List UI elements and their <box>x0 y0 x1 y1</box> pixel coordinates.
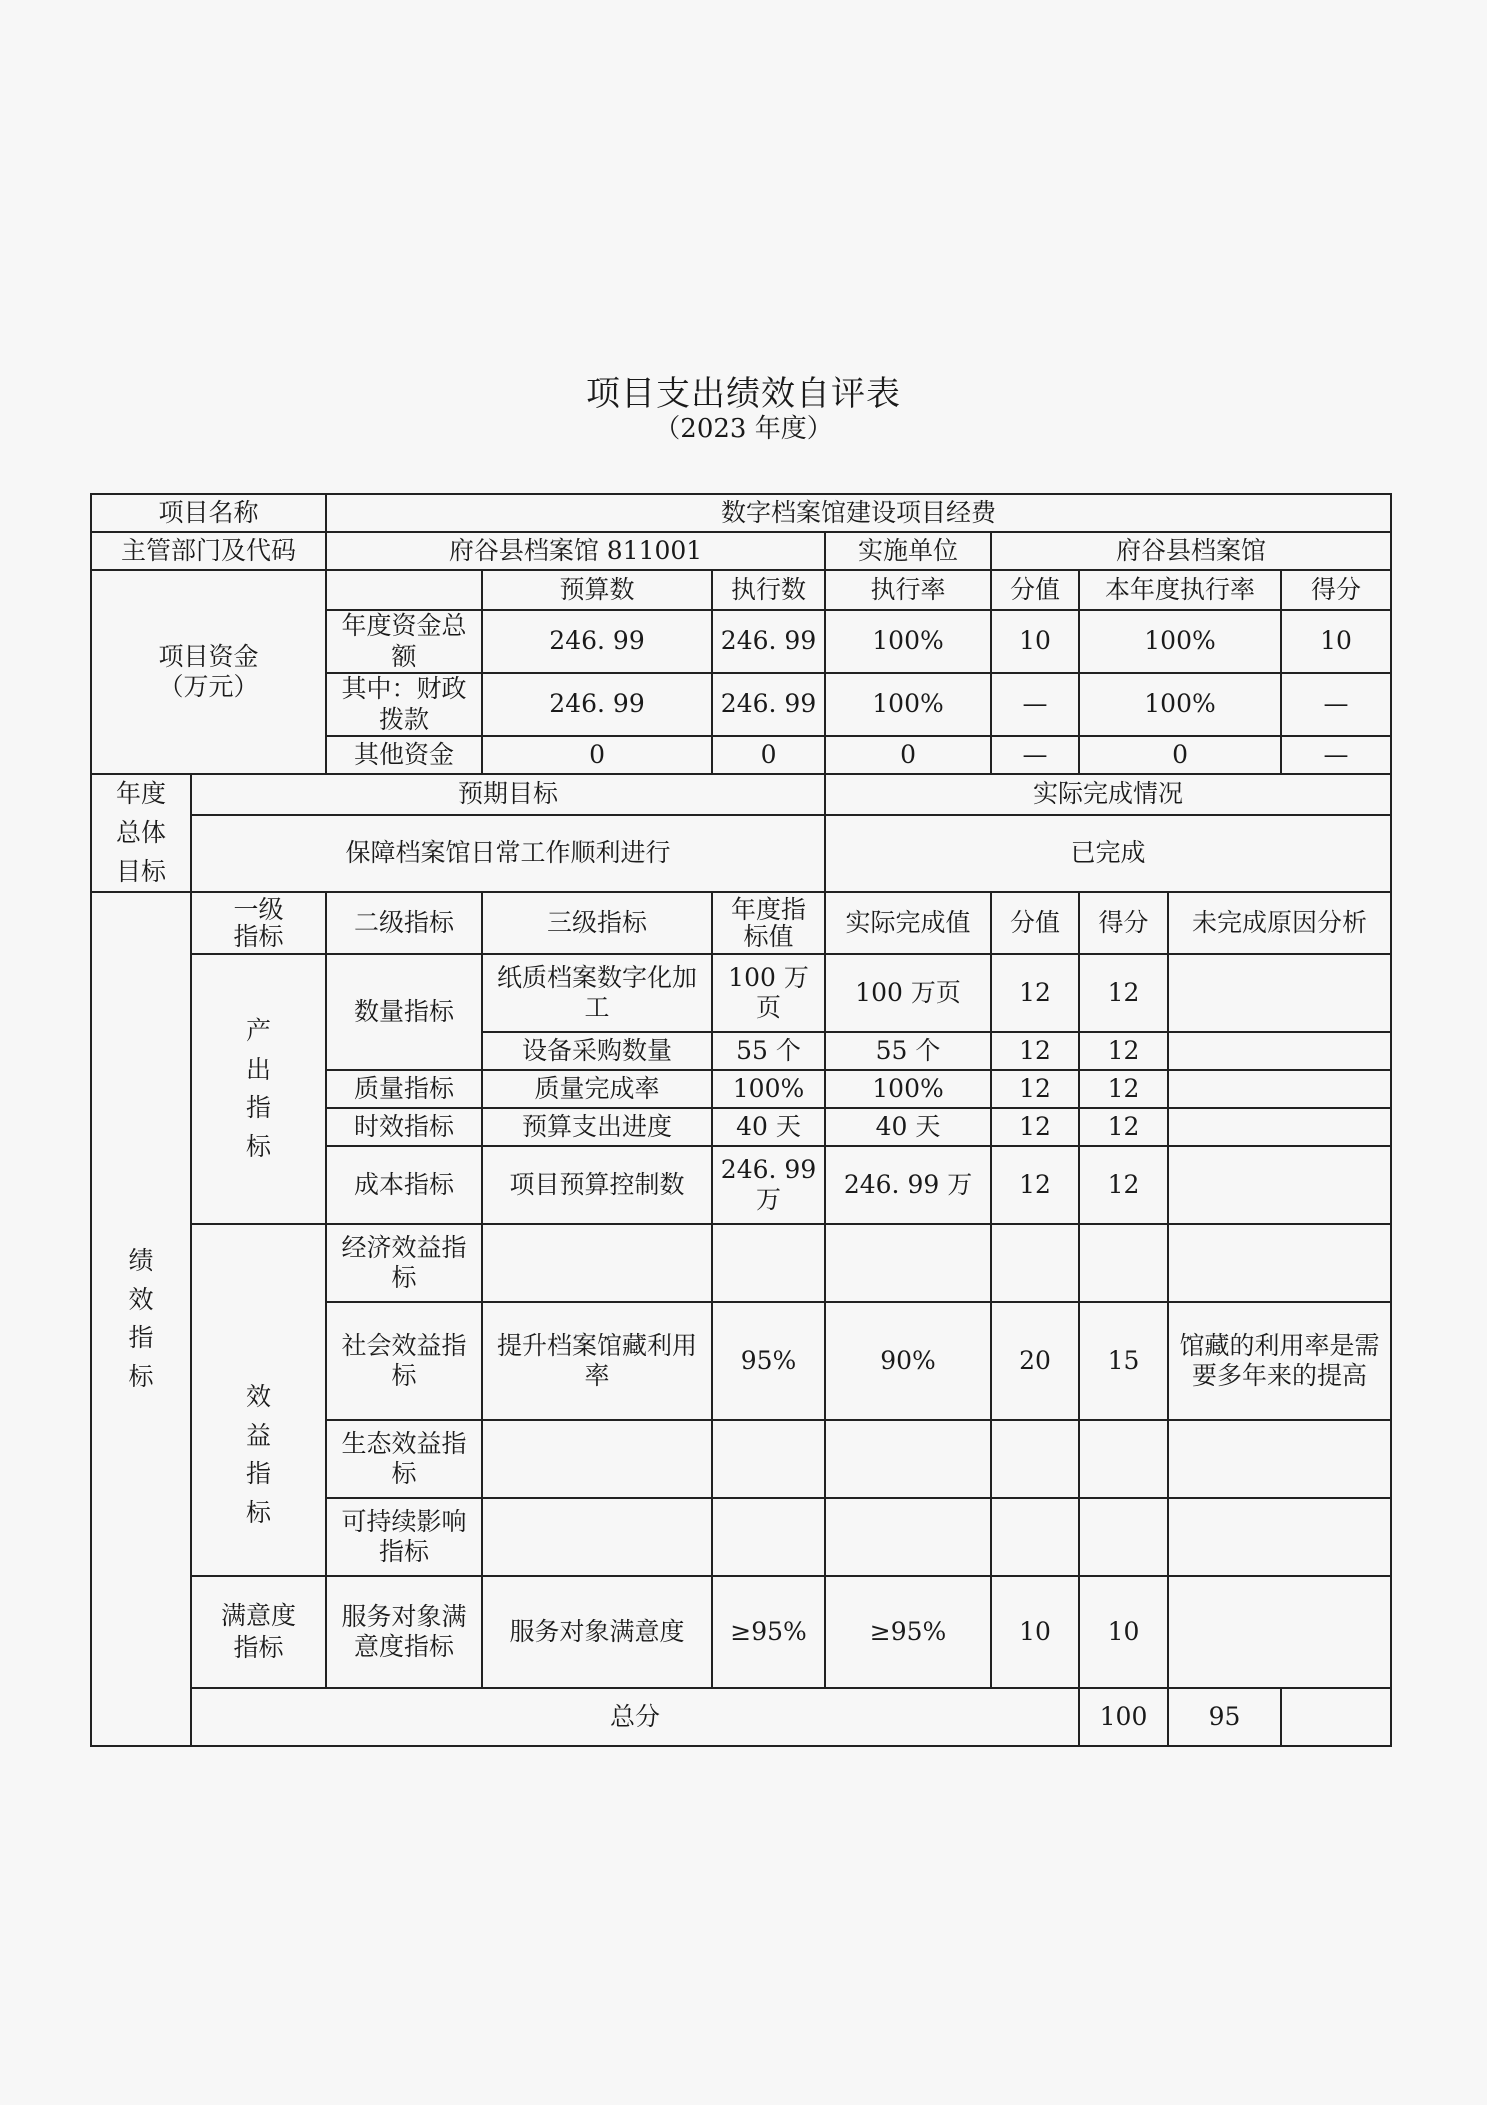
expected-goal-value: 保障档案馆日常工作顺利进行 <box>191 815 825 892</box>
indicator-score: 12 <box>1079 1108 1168 1146</box>
funds-row-budget: 246. 99 <box>482 673 712 736</box>
indicator-target <box>712 1498 825 1576</box>
indicator-name <box>482 1224 712 1302</box>
row-total <box>91 1688 1391 1746</box>
quality-label: 质量指标 <box>326 1070 482 1108</box>
indicator-reason <box>1168 1224 1391 1302</box>
indicator-value: 12 <box>991 1070 1079 1108</box>
indicator-score: 12 <box>1079 1070 1168 1108</box>
value-header: 分值 <box>991 892 1079 954</box>
satisfaction-category <box>191 1576 326 1688</box>
indicator-score: 10 <box>1079 1576 1168 1688</box>
indicator-value: 12 <box>991 1108 1079 1146</box>
indicator-actual: 90% <box>825 1302 991 1420</box>
indicator-value: 10 <box>991 1576 1079 1688</box>
score-value-header: 分值 <box>991 570 1079 610</box>
funds-row-value: — <box>991 736 1079 774</box>
indicator-actual: 55 个 <box>825 1032 991 1070</box>
timeliness-label: 时效指标 <box>326 1108 482 1146</box>
score-header: 得分 <box>1079 892 1168 954</box>
dept-code-label: 主管部门及代码 <box>91 532 326 570</box>
indicator-name <box>482 1420 712 1498</box>
output-category-text: 产出指标 <box>245 1015 271 1161</box>
funds-row-score: 10 <box>1281 610 1391 673</box>
funds-row-executed: 246. 99 <box>712 610 825 673</box>
funds-row-label: 其中：财政拨款 <box>326 673 482 736</box>
funds-row-year-rate: 100% <box>1079 610 1281 673</box>
indicator-value: 12 <box>991 1032 1079 1070</box>
economic-label: 经济效益指标 <box>326 1224 482 1302</box>
indicator-score: 12 <box>1079 1146 1168 1224</box>
indicator-score: 12 <box>1079 1032 1168 1070</box>
indicator-value: 12 <box>991 954 1079 1032</box>
funds-row-rate: 0 <box>825 736 991 774</box>
funds-row-label: 年度资金总额 <box>326 610 482 673</box>
total-value: 100 <box>1079 1688 1168 1746</box>
score-header: 得分 <box>1281 570 1391 610</box>
indicator-name: 服务对象满意度 <box>482 1576 712 1688</box>
benefit-category <box>191 1224 326 1576</box>
row-indicator-header <box>91 892 1391 954</box>
sustainable-label: 可持续影响指标 <box>326 1498 482 1576</box>
social-label: 社会效益指标 <box>326 1302 482 1420</box>
funds-label-text: 项目资金 <box>158 641 259 671</box>
year-exec-rate-header: 本年度执行率 <box>1079 570 1281 610</box>
funds-row-budget: 246. 99 <box>482 610 712 673</box>
project-name-label: 项目名称 <box>91 494 326 532</box>
dept-code-value: 府谷县档案馆 811001 <box>326 532 825 570</box>
reason-analysis-header: 未完成原因分析 <box>1168 892 1391 954</box>
exec-rate-header: 执行率 <box>825 570 991 610</box>
indicator-reason <box>1168 1108 1391 1146</box>
actual-completion-header: 实际完成情况 <box>825 774 1391 815</box>
indicator-actual <box>825 1224 991 1302</box>
executed-header: 执行数 <box>712 570 825 610</box>
row-dept <box>91 532 1391 570</box>
indicator-target: ≥95% <box>712 1576 825 1688</box>
annual-target-header-text: 年度指标值 <box>731 894 807 952</box>
page-subtitle: （2023 年度） <box>654 414 833 444</box>
indicator-value: 20 <box>991 1302 1079 1420</box>
satisfaction-category-text: 满意度指标 <box>220 1600 296 1663</box>
funds-row-year-rate: 100% <box>1079 673 1281 736</box>
row-funds-header <box>91 570 1391 610</box>
funds-row-value: — <box>991 673 1079 736</box>
cost-label: 成本指标 <box>326 1146 482 1224</box>
funds-header-blank <box>326 570 482 610</box>
row-goals-content <box>91 815 1391 892</box>
total-blank <box>1281 1688 1391 1746</box>
indicator-actual <box>825 1498 991 1576</box>
indicator-reason <box>1168 1032 1391 1070</box>
actual-value-header: 实际完成值 <box>825 892 991 954</box>
impl-unit-label: 实施单位 <box>825 532 991 570</box>
indicator-score <box>1079 1224 1168 1302</box>
indicator-name: 质量完成率 <box>482 1070 712 1108</box>
row-project-name <box>91 494 1391 532</box>
funds-row-score: — <box>1281 736 1391 774</box>
indicator-value <box>991 1498 1079 1576</box>
performance-evaluation-table <box>90 493 1392 1747</box>
indicator-reason <box>1168 1420 1391 1498</box>
indicator-name: 项目预算控制数 <box>482 1146 712 1224</box>
actual-completion-value: 已完成 <box>825 815 1391 892</box>
funds-row-label: 其他资金 <box>326 736 482 774</box>
page-title: 项目支出绩效自评表 <box>586 374 901 414</box>
indicator-value <box>991 1420 1079 1498</box>
indicator-target: 100% <box>712 1070 825 1108</box>
funds-row-rate: 100% <box>825 610 991 673</box>
indicator-target: 95% <box>712 1302 825 1420</box>
indicator-name: 设备采购数量 <box>482 1032 712 1070</box>
indicator-score <box>1079 1420 1168 1498</box>
indicator-actual: 100 万页 <box>825 954 991 1032</box>
indicator-reason <box>1168 1498 1391 1576</box>
funds-row-score: — <box>1281 673 1391 736</box>
budget-header: 预算数 <box>482 570 712 610</box>
funds-unit-text: （万元） <box>158 672 259 701</box>
funds-row-executed: 246. 99 <box>712 673 825 736</box>
indicator-actual: ≥95% <box>825 1576 991 1688</box>
indicator-target: 40 天 <box>712 1108 825 1146</box>
indicator-target <box>712 1224 825 1302</box>
annual-goal-text: 年度总体目标 <box>115 779 166 886</box>
ecological-label: 生态效益指标 <box>326 1420 482 1498</box>
annual-goal-label <box>91 774 191 892</box>
indicator-target: 100 万页 <box>712 954 825 1032</box>
indicator-name: 纸质档案数字化加工 <box>482 954 712 1032</box>
performance-indicators-label <box>91 892 191 1746</box>
indicator-row <box>91 1576 1391 1688</box>
funds-row-year-rate: 0 <box>1079 736 1281 774</box>
level3-header: 三级指标 <box>482 892 712 954</box>
quantity-label: 数量指标 <box>326 954 482 1070</box>
indicator-target <box>712 1420 825 1498</box>
level1-header-text: 一级指标 <box>233 894 284 952</box>
indicator-reason <box>1168 1576 1391 1688</box>
indicator-name <box>482 1498 712 1576</box>
funds-row-budget: 0 <box>482 736 712 774</box>
output-category <box>191 954 326 1224</box>
indicator-actual: 246. 99 万 <box>825 1146 991 1224</box>
indicator-reason <box>1168 954 1391 1032</box>
indicator-reason: 馆藏的利用率是需要多年来的提高 <box>1168 1302 1391 1420</box>
row-goals-header <box>91 774 1391 815</box>
indicator-actual: 100% <box>825 1070 991 1108</box>
level1-header <box>191 892 326 954</box>
annual-target-header <box>712 892 825 954</box>
funds-row-rate: 100% <box>825 673 991 736</box>
indicator-name: 预算支出进度 <box>482 1108 712 1146</box>
total-label: 总分 <box>191 1688 1079 1746</box>
indicator-row <box>91 954 1391 1032</box>
expected-goal-header: 预期目标 <box>191 774 825 815</box>
indicator-score: 15 <box>1079 1302 1168 1420</box>
indicator-score <box>1079 1498 1168 1576</box>
performance-indicators-text: 绩效指标 <box>128 1245 154 1391</box>
project-name-value: 数字档案馆建设项目经费 <box>326 494 1391 532</box>
indicator-value: 12 <box>991 1146 1079 1224</box>
satisfaction-label: 服务对象满意度指标 <box>326 1576 482 1688</box>
indicator-score: 12 <box>1079 954 1168 1032</box>
indicator-target: 55 个 <box>712 1032 825 1070</box>
impl-unit-value: 府谷县档案馆 <box>991 532 1391 570</box>
indicator-actual <box>825 1420 991 1498</box>
indicator-reason <box>1168 1070 1391 1108</box>
indicator-reason <box>1168 1146 1391 1224</box>
benefit-category-text: 效益指标 <box>245 1381 271 1527</box>
indicator-value <box>991 1224 1079 1302</box>
level2-header: 二级指标 <box>326 892 482 954</box>
total-score: 95 <box>1168 1688 1281 1746</box>
funds-row-executed: 0 <box>712 736 825 774</box>
indicator-row <box>91 1224 1391 1302</box>
indicator-actual: 40 天 <box>825 1108 991 1146</box>
funds-label <box>91 570 326 774</box>
indicator-name: 提升档案馆藏利用率 <box>482 1302 712 1420</box>
funds-row-value: 10 <box>991 610 1079 673</box>
indicator-target: 246. 99 万 <box>712 1146 825 1224</box>
